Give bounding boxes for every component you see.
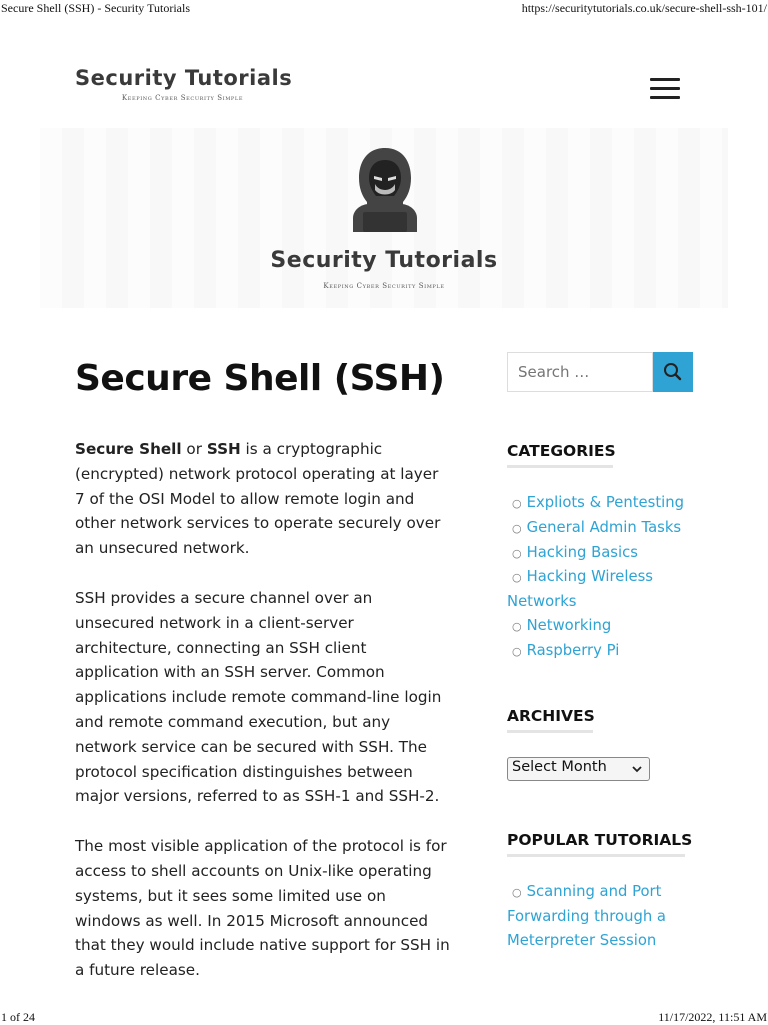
brand-tagline: Keeping Cyber Security Simple: [121, 94, 244, 102]
article-body: [75, 437, 455, 983]
list-item: ○ Scanning and Port Forwarding through a Meterpreter Session: [507, 883, 667, 949]
print-header: [0, 0, 768, 18]
archives-select[interactable]: Select Month: [507, 757, 650, 781]
term-ssh: SSH: [206, 440, 241, 458]
category-link[interactable]: General Admin Tasks: [526, 518, 682, 536]
article: [75, 358, 455, 1008]
search-form: [507, 352, 693, 392]
print-footer: [0, 1008, 768, 1024]
search-button[interactable]: [653, 352, 693, 392]
list-item: ○ Networking: [512, 616, 612, 634]
page-title: Secure Shell (SSH): [75, 358, 445, 399]
popular-tutorials-list: [507, 880, 672, 952]
popular-tutorial-link[interactable]: Scanning and Port Forwarding through a Meterpreter Session: [507, 883, 667, 949]
site-brand[interactable]: [75, 66, 293, 102]
categories-heading: CATEGORIES: [507, 442, 613, 468]
hero-tagline: Keeping Cyber Security Simple: [323, 282, 445, 290]
search-icon: [653, 352, 693, 392]
list-item: ○ General Admin Tasks: [512, 518, 682, 536]
print-date: 11/17/2022, 11:51 AM: [658, 1010, 767, 1024]
hamburger-menu-icon[interactable]: [650, 78, 680, 102]
term-secure-shell: Secure Shell: [75, 440, 182, 458]
archives-heading: ARCHIVES: [507, 707, 593, 733]
paragraph-applications: The most visible application of the protocol is for access to shell accounts on Unix-like operating systems, but it sees some limited use on windows as well. In 2015 Microsoft announced that they would include native support for SSH in a future release.: [75, 837, 450, 980]
print-url: https://securitytutorials.co.uk/secure-shell-ssh-101/: [521, 1, 767, 15]
brand-name[interactable]: Security Tutorials: [75, 66, 293, 90]
category-link[interactable]: Hacking Basics: [526, 543, 638, 561]
category-link[interactable]: Networking: [526, 616, 612, 634]
hooded-hacker-icon: [345, 146, 425, 234]
category-link[interactable]: Raspberry Pi: [526, 641, 620, 659]
paragraph-ssh-channel: SSH provides a secure channel over an unsecured network in a client-server architecture, connecting an SSH client application with an SSH server. Common applications include remote command-line login and remote command execution, but any network service can be secured with SSH. The protocol specification distinguishes between major versions, referred to as SSH-1 and SSH-2.: [75, 588, 442, 806]
chevron-down-icon: [631, 761, 643, 777]
hero-site-name: Security Tutorials: [270, 248, 498, 273]
print-doc-title: Secure Shell (SSH) - Security Tutorials: [1, 1, 190, 15]
search-input[interactable]: [507, 352, 653, 392]
hero-banner: [40, 128, 728, 308]
list-item: ○ Raspberry Pi: [512, 641, 620, 659]
category-link[interactable]: Hacking Wireless Networks: [507, 568, 654, 611]
list-item: ○ Hacking Basics: [512, 543, 638, 561]
category-link[interactable]: Expliots & Pentesting: [526, 494, 685, 511]
list-item: ○ Expliots & Pentesting: [512, 494, 685, 511]
popular-tutorials-heading: POPULAR TUTORIALS: [507, 831, 685, 857]
paragraph-intro: Secure Shell or SSH is a cryptographic (encrypted) network protocol operating at layer 7 of the OSI Model to allow remote login and other network services to operate securely over an unsecured network.: [75, 440, 441, 558]
print-page-number: 1 of 24: [1, 1010, 35, 1024]
categories-list: [507, 491, 687, 664]
list-item: ○ Hacking Wireless Networks: [507, 568, 654, 611]
